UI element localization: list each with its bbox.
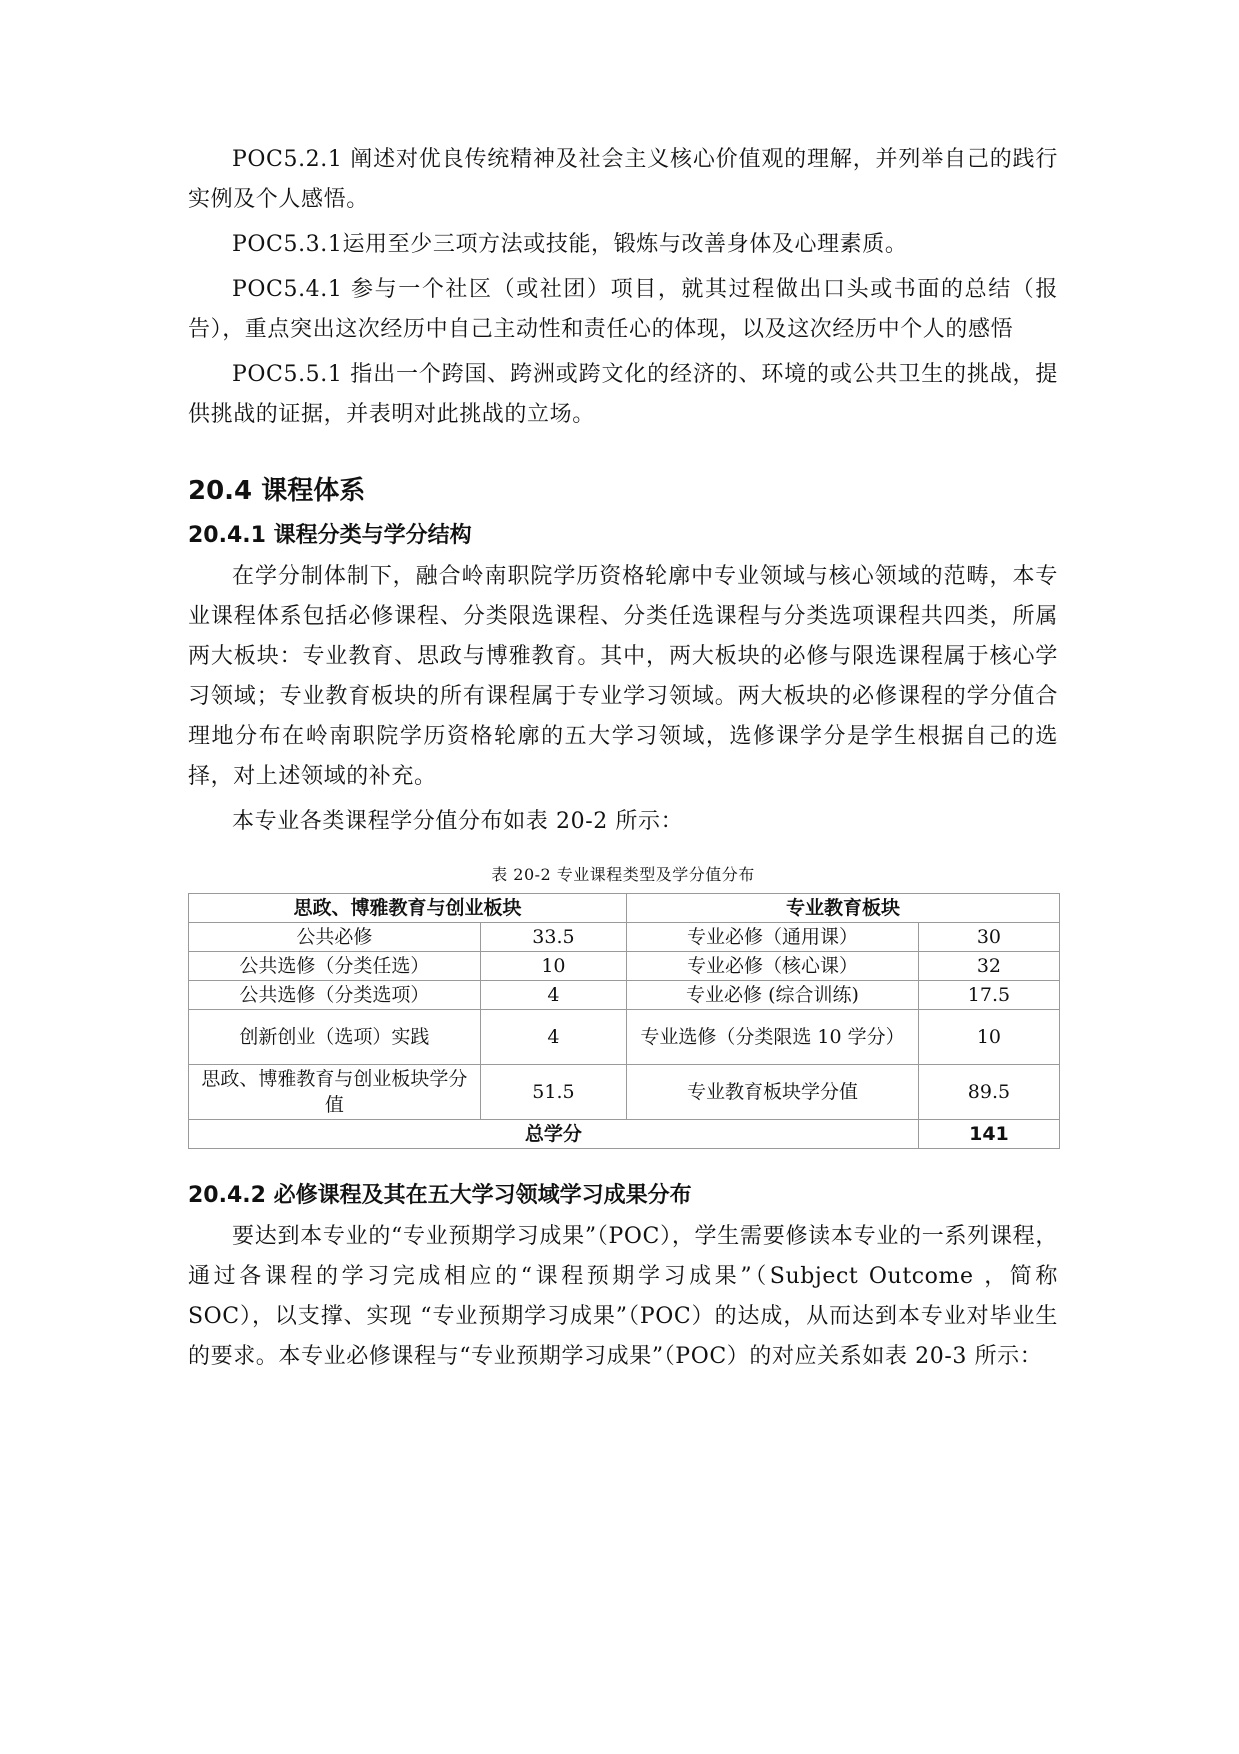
table-row — [189, 923, 1060, 952]
cell-left-label: 公共选修（分类选项） — [189, 981, 481, 1010]
table-row — [189, 952, 1060, 981]
cell-left-value: 33.5 — [480, 923, 626, 952]
cell-right-value: 32 — [918, 952, 1059, 981]
credit-distribution-table — [188, 893, 1060, 1149]
subsection-heading-20-4-1: 20.4.1 课程分类与学分结构 — [188, 523, 472, 548]
table-row — [189, 1010, 1060, 1065]
header-general-education: 思政、博雅教育与创业板块 — [189, 894, 627, 923]
table-row — [189, 981, 1060, 1010]
cell-left-value: 4 — [480, 981, 626, 1010]
table-row — [189, 1065, 1060, 1120]
table-header-row — [189, 894, 1060, 923]
cell-right-label: 专业必修 (综合训练) — [627, 981, 919, 1010]
cell-left-label: 公共选修（分类任选） — [189, 952, 481, 981]
cell-left-label: 创新创业（选项）实践 — [189, 1010, 481, 1065]
document-page — [188, 140, 1058, 1377]
cell-right-label: 专业必修（核心课） — [627, 952, 919, 981]
cell-left-label: 公共必修 — [189, 923, 481, 952]
section-heading-20-4: 20.4 课程体系 — [188, 476, 366, 506]
poc-paragraph-5-2-1: POC5.2.1 阐述对优良传统精神及社会主义核心价值观的理解，并列举自己的践行实例及个人感悟。 — [188, 147, 1058, 212]
table-caption: 表 20-2 专业课程类型及学分值分布 — [491, 865, 755, 884]
total-credits-value: 141 — [918, 1120, 1059, 1149]
cell-right-label: 专业选修（分类限选 10 学分） — [627, 1010, 919, 1065]
subsection-heading-20-4-2: 20.4.2 必修课程及其在五大学习领域学习成果分布 — [188, 1183, 692, 1208]
credit-structure-paragraph: 在学分制体制下，融合岭南职院学历资格轮廓中专业领域与核心领域的范畴，本专业课程体系包括必修课程、分类限选课程、分类任选课程与分类选项课程共四类，所属两大板块：专业教育、思政与博雅教育。其中，两大板块的必修与限选课程属于核心学习领域；专业教育板块的所有课程属于专业学习领域。两大板块的必修课程的学分值合理地分布在岭南职院学历资格轮廓的五大学习领域，选修课学分是学生根据自己的选择，对上述领域的补充。 — [188, 564, 1058, 789]
cell-right-value: 10 — [918, 1010, 1059, 1065]
cell-right-value: 30 — [918, 923, 1059, 952]
cell-right-label: 专业必修（通用课） — [627, 923, 919, 952]
cell-right-value: 89.5 — [918, 1065, 1059, 1120]
cell-left-value: 51.5 — [480, 1065, 626, 1120]
poc-paragraph-5-5-1: POC5.5.1 指出一个跨国、跨洲或跨文化的经济的、环境的或公共卫生的挑战，提供挑战的证据，并表明对此挑战的立场。 — [188, 362, 1058, 427]
total-credits-label: 总学分 — [189, 1120, 919, 1149]
required-courses-paragraph: 要达到本专业的“专业预期学习成果”（POC），学生需要修读本专业的一系列课程，通过各课程的学习完成相应的“课程预期学习成果”（Subject Outcome ，简称SOC），以支撑、实现 “专业预期学习成果”（POC）的达成，从而达到本专业对毕业生的要求。本专业必修课程与“专业预期学习成果”（POC）的对应关系如表 20-3 所示： — [188, 1224, 1058, 1369]
poc-paragraph-5-3-1: POC5.3.1运用至少三项方法或技能，锻炼与改善身体及心理素质。 — [232, 232, 908, 257]
table-total-row — [189, 1120, 1060, 1149]
cell-right-value: 17.5 — [918, 981, 1059, 1010]
cell-left-value: 4 — [480, 1010, 626, 1065]
cell-right-label: 专业教育板块学分值 — [627, 1065, 919, 1120]
cell-left-label: 思政、博雅教育与创业板块学分值 — [189, 1065, 481, 1120]
poc-paragraph-5-4-1: POC5.4.1 参与一个社区（或社团）项目，就其过程做出口头或书面的总结（报告），重点突出这次经历中自己主动性和责任心的体现，以及这次经历中个人的感悟 — [188, 277, 1058, 342]
table-intro-paragraph: 本专业各类课程学分值分布如表 20-2 所示： — [232, 809, 684, 834]
header-professional-education: 专业教育板块 — [627, 894, 1060, 923]
cell-left-value: 10 — [480, 952, 626, 981]
